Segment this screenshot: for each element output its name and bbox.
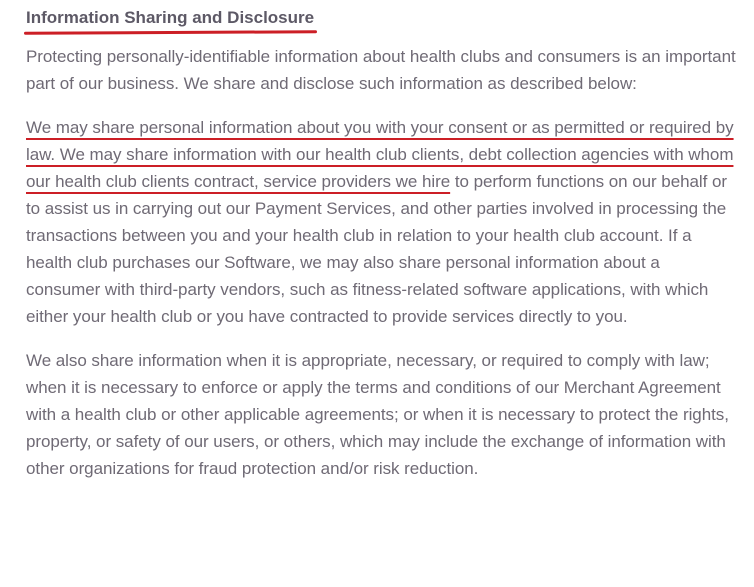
paragraph-sharing (26, 114, 738, 330)
section-heading (26, 6, 314, 30)
paragraph-legal: We also share information when it is appropriate, necessary, or required to comply with law; when it is necessary to enforce or apply the terms and conditions of our Merchant Agreement with a health club or other applicable agreements; or when it is necessary to protect the rights, property, or safety of our users, or others, which may include the exchange of information with other organizations for fraud protection and/or risk reduction. (26, 351, 729, 478)
heading-red-underline-mark (24, 30, 317, 35)
document-body (26, 0, 738, 482)
section-heading-text: Information Sharing and Disclosure (26, 8, 315, 27)
highlighted-sharing-text: We may share personal information about you with your consent or as permitted or required by law. We may share information with our health club clients, debt collection agencies with whom our health club clients contract, service providers we hire (26, 118, 734, 191)
paragraph-intro: Protecting personally-identifiable information about health clubs and consumers is an important part of our business. We share and disclose such information as described below: (26, 47, 736, 93)
paragraph-sharing-rest: to perform functions on our behalf or to assist us in carrying out our Payment Services, and other parties involved in processing the transactions between you and your health club in relation to your health club account. If a health club purchases our Software, we may also share personal information about a consumer with third-party vendors, such as fitness-related software applications, with which either your health club or you have contracted to provide services directly to you. (26, 172, 728, 326)
